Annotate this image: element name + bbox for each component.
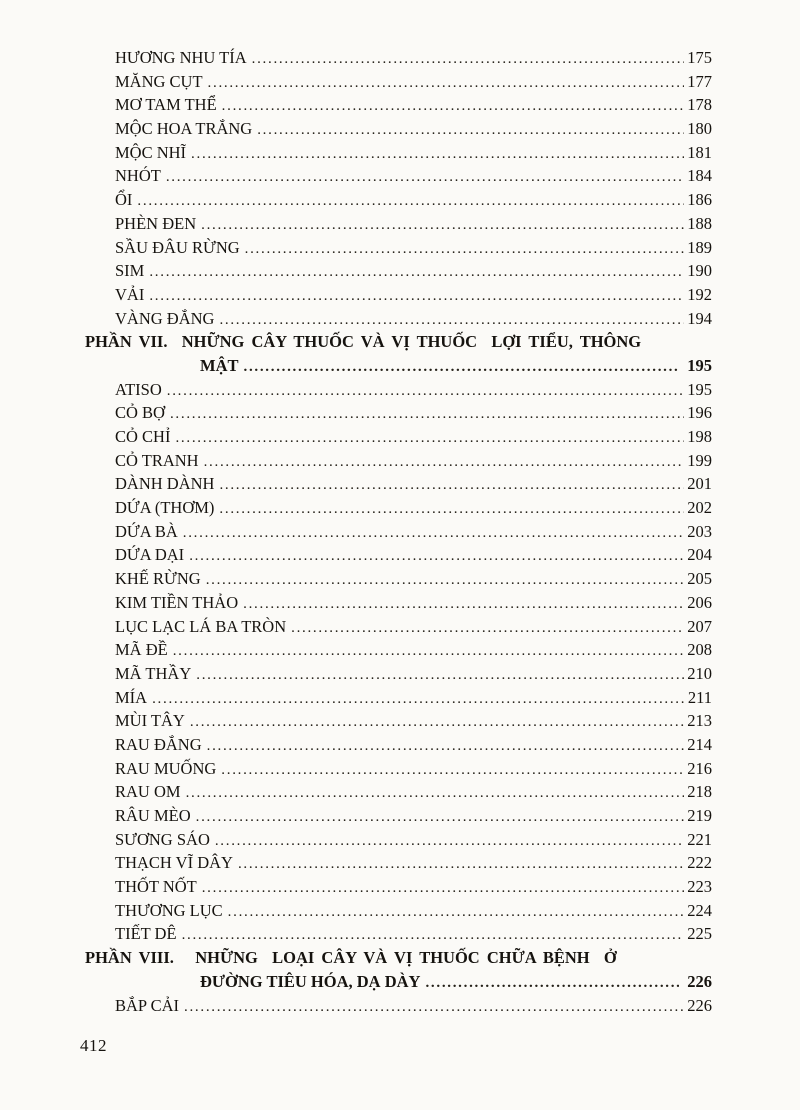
dot-leader — [208, 70, 685, 96]
dot-leader — [219, 496, 684, 522]
toc-page-number: 206 — [687, 592, 712, 612]
dot-leader — [167, 378, 684, 404]
toc-entry — [85, 93, 712, 117]
toc-page-number: 177 — [687, 71, 712, 91]
toc-entry — [85, 780, 712, 804]
toc-entry-label: THỐT NỐT — [115, 877, 197, 897]
toc-entry — [85, 638, 712, 662]
toc-page-number: 203 — [687, 521, 712, 541]
toc-page-number: 189 — [687, 237, 712, 257]
toc-entry — [85, 757, 712, 781]
toc-entry — [85, 496, 712, 520]
toc-entry — [85, 686, 712, 710]
dot-leader — [182, 922, 685, 948]
dot-leader — [257, 117, 684, 143]
dot-leader — [215, 828, 684, 854]
toc-page-number: 226 — [687, 995, 712, 1015]
toc-entry-label: CỎ CHỈ — [115, 427, 171, 446]
toc-entry-label: ATISO — [115, 379, 162, 399]
dot-leader — [425, 970, 679, 996]
dot-leader — [189, 543, 684, 569]
toc-entry-label: MÙI TÂY — [115, 711, 185, 731]
toc-entry-label: CỎ TRANH — [115, 450, 199, 470]
toc-page-number: 210 — [687, 663, 712, 683]
toc-page-number: 204 — [687, 545, 712, 565]
toc-entry-label: MÍA — [115, 687, 148, 707]
dot-leader — [183, 520, 684, 546]
toc-section-label: ĐƯỜNG TIÊU HÓA, DẠ DÀY — [200, 971, 421, 991]
toc-entry-label: MƠ TAM THỂ — [115, 95, 217, 115]
toc-entry — [85, 994, 712, 1018]
dot-leader — [204, 449, 685, 475]
toc-page-number: 216 — [687, 758, 712, 778]
toc-page-number: 184 — [687, 166, 712, 186]
dot-leader — [175, 425, 684, 451]
dot-leader — [186, 780, 685, 806]
toc-section-title-line2 — [85, 354, 712, 378]
toc-entry-label: SẦU ĐÂU RỪNG — [115, 237, 240, 257]
toc-entry-label: MÃ ĐỀ — [115, 640, 168, 660]
toc-page-number: 196 — [687, 403, 712, 423]
toc-entry — [85, 141, 712, 165]
dot-leader — [221, 757, 684, 783]
toc-entry — [85, 591, 712, 615]
toc-page-number: 194 — [687, 308, 712, 328]
toc-entry-label: THẠCH VĨ DÂY — [115, 853, 233, 873]
dot-leader — [196, 662, 684, 688]
toc-entry — [85, 46, 712, 70]
toc-entry — [85, 709, 712, 733]
dot-leader — [238, 851, 684, 877]
toc-entry-label: NHÓT — [115, 166, 161, 186]
toc-entry — [85, 615, 712, 639]
toc-entry-label: DÀNH DÀNH — [115, 474, 215, 494]
toc-entry-label: ỔI — [115, 190, 133, 210]
toc-entry-label: RAU MUỐNG — [115, 758, 217, 778]
toc-entry — [85, 899, 712, 923]
dot-leader — [191, 141, 684, 167]
toc-entry — [85, 567, 712, 591]
dot-leader — [184, 994, 684, 1020]
toc-page-number: 195 — [687, 355, 712, 375]
toc-page-number: 213 — [687, 711, 712, 731]
toc-entry — [85, 472, 712, 496]
dot-leader — [202, 875, 685, 901]
toc-entry-label: KIM TIỀN THẢO — [115, 592, 239, 612]
dot-leader — [149, 259, 684, 285]
toc-page-number: 207 — [687, 616, 712, 636]
dot-leader — [228, 899, 685, 925]
toc-entry-label: MÃ THẦY — [115, 663, 192, 683]
toc-entry — [85, 828, 712, 852]
toc-entry — [85, 662, 712, 686]
dot-leader — [190, 709, 684, 735]
dot-leader — [173, 638, 685, 664]
toc-page-number: 190 — [687, 261, 712, 281]
dot-leader — [137, 188, 684, 214]
toc-page-number: 226 — [687, 971, 712, 991]
toc-entry — [85, 875, 712, 899]
toc-section-label: PHẦN VII. NHỮNG CÂY THUỐC VÀ VỊ THUỐC LỢI TIỂU, THÔNG — [85, 332, 642, 352]
toc-entry-label: SIM — [115, 261, 145, 281]
toc-page-number: 201 — [687, 474, 712, 494]
toc-entry-label: RAU ĐẮNG — [115, 734, 202, 754]
toc-page-number: 218 — [687, 782, 712, 802]
toc-section-title-line1 — [85, 946, 712, 970]
toc-entry — [85, 236, 712, 260]
toc-entry-label: DỨA BÀ — [115, 521, 178, 541]
toc-entry — [85, 259, 712, 283]
dot-leader — [196, 804, 685, 830]
toc-entry-label: MỘC NHĨ — [115, 142, 187, 162]
toc-page-number: 199 — [687, 450, 712, 470]
toc-page-number: 214 — [687, 734, 712, 754]
dot-leader — [219, 307, 684, 333]
toc-entry-label: RAU OM — [115, 782, 181, 802]
dot-leader — [252, 46, 685, 72]
toc-section-title-line1 — [85, 330, 712, 354]
toc-entry — [85, 188, 712, 212]
dot-leader — [170, 401, 684, 427]
toc-entry — [85, 164, 712, 188]
toc-entry-label: PHÈN ĐEN — [115, 213, 197, 233]
dot-leader — [149, 283, 684, 309]
toc-page-number: 219 — [687, 806, 712, 825]
toc-page-number: 186 — [687, 190, 712, 210]
dot-leader — [291, 615, 684, 641]
toc-entry — [85, 543, 712, 567]
dot-leader — [207, 733, 685, 759]
toc-page-number: 188 — [687, 213, 712, 233]
toc-entry — [85, 70, 712, 94]
dot-leader — [245, 236, 685, 262]
toc-entry-label: DỨA (THƠM) — [115, 498, 215, 518]
toc-page-number: 208 — [687, 640, 712, 660]
toc-entry-label: KHẾ RỪNG — [115, 569, 201, 589]
toc-entry-label: SƯƠNG SÁO — [115, 829, 210, 849]
toc-page-number: 181 — [687, 142, 712, 162]
dot-leader — [201, 212, 684, 238]
dot-leader — [206, 567, 685, 593]
toc-entry-label: LỤC LẠC LÁ BA TRÒN — [115, 616, 287, 636]
toc-section-label: PHẦN VIII. NHỮNG LOẠI CÂY VÀ VỊ THUỐC CHỮA BỆNH Ở — [85, 948, 617, 968]
toc-entry — [85, 401, 712, 425]
toc-page-number: 224 — [687, 900, 712, 920]
toc-page-number: 180 — [687, 119, 712, 139]
toc-page-number: 225 — [687, 924, 712, 944]
toc-page-number: 202 — [687, 498, 712, 518]
dot-leader — [243, 591, 684, 617]
toc-section-title-line2 — [85, 970, 712, 994]
toc-entry-label: MỘC HOA TRẮNG — [115, 119, 253, 139]
toc-page-number: 223 — [687, 877, 712, 897]
toc-entry-label: RÂU MÈO — [115, 806, 191, 825]
toc-entry-label: HƯƠNG NHU TÍA — [115, 48, 247, 67]
toc-entry — [85, 520, 712, 544]
toc-entry-label: VÀNG ĐẮNG — [115, 308, 215, 328]
toc-section-label: MẬT — [200, 355, 239, 375]
toc-entry — [85, 922, 712, 946]
toc-page-number: 221 — [687, 829, 712, 849]
page-number: 412 — [80, 1036, 107, 1055]
toc-entry — [85, 283, 712, 307]
toc-page-number: 195 — [687, 379, 712, 399]
toc-entry — [85, 851, 712, 875]
dot-leader — [166, 164, 684, 190]
toc-page-number: 198 — [687, 427, 712, 446]
dot-leader — [152, 686, 685, 712]
toc-page-number: 192 — [687, 284, 712, 304]
dot-leader — [219, 472, 684, 498]
toc-page-number: 178 — [687, 95, 712, 115]
dot-leader — [244, 354, 680, 380]
toc-entry-label: THƯƠNG LỤC — [115, 900, 223, 920]
toc-entry — [85, 378, 712, 402]
toc-entry-label: BẮP CẢI — [115, 995, 180, 1015]
toc-entry — [85, 307, 712, 331]
toc-entry — [85, 117, 712, 141]
toc-entry-label: MĂNG CỤT — [115, 71, 203, 91]
toc-page-number: 175 — [687, 48, 712, 67]
toc-entry — [85, 212, 712, 236]
toc-entry — [85, 449, 712, 473]
toc-entry-label: DỨA DẠI — [115, 545, 185, 565]
toc-page-number: 205 — [687, 569, 712, 589]
toc-entry — [85, 425, 712, 449]
toc-entry-label: VẢI — [115, 284, 145, 304]
toc-page-number: 211 — [687, 687, 712, 707]
toc-entry-label: CỎ BỢ — [115, 403, 165, 423]
toc-entry — [85, 804, 712, 828]
dot-leader — [222, 93, 685, 119]
toc-entry — [85, 733, 712, 757]
toc-entry-label: TIẾT DÊ — [115, 924, 177, 944]
toc-page-number: 222 — [687, 853, 712, 873]
